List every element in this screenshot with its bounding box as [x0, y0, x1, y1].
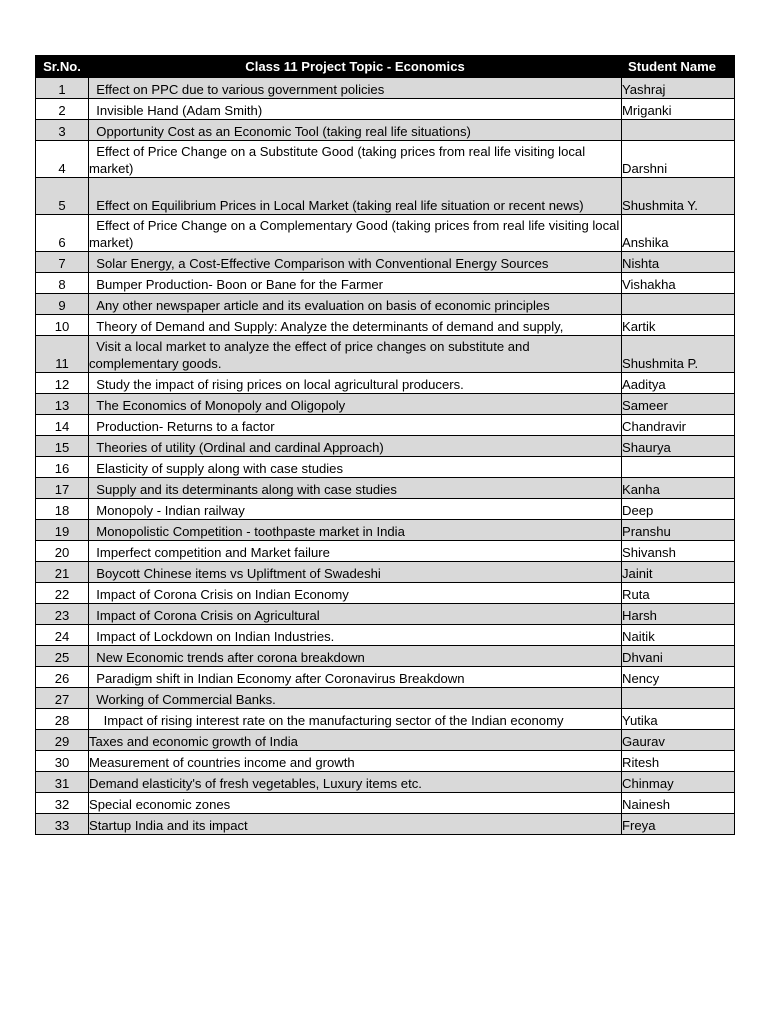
row-topic: Visit a local market to analyze the effect of price changes on substitute and complementary goods.: [89, 336, 622, 373]
row-sr-no: 3: [36, 120, 89, 141]
header-sr-no: Sr.No.: [36, 56, 89, 78]
row-topic: Production- Returns to a factor: [89, 415, 622, 436]
table-header: [36, 56, 735, 78]
row-sr-no: 27: [36, 688, 89, 709]
row-student-name: Darshni: [622, 141, 735, 178]
row-sr-no: 13: [36, 394, 89, 415]
row-student-name: Chinmay: [622, 772, 735, 793]
row-topic: Effect on Equilibrium Prices in Local Market (taking real life situation or recent news): [89, 178, 622, 215]
row-topic: Monopoly - Indian railway: [89, 499, 622, 520]
row-topic: Any other newspaper article and its evaluation on basis of economic principles: [89, 294, 622, 315]
row-sr-no: 25: [36, 646, 89, 667]
row-student-name: Ritesh: [622, 751, 735, 772]
row-sr-no: 12: [36, 373, 89, 394]
table-row: [36, 336, 735, 373]
row-topic: Paradigm shift in Indian Economy after Coronavirus Breakdown: [89, 667, 622, 688]
table-row: [36, 541, 735, 562]
row-student-name: Nainesh: [622, 793, 735, 814]
table-row: [36, 120, 735, 141]
row-student-name: Kanha: [622, 478, 735, 499]
row-student-name: Shushmita P.: [622, 336, 735, 373]
row-topic: The Economics of Monopoly and Oligopoly: [89, 394, 622, 415]
row-student-name: Shushmita Y.: [622, 178, 735, 215]
header-student-name: Student Name: [622, 56, 735, 78]
table-row: [36, 99, 735, 120]
row-student-name: Nishta: [622, 252, 735, 273]
row-topic: Supply and its determinants along with case studies: [89, 478, 622, 499]
row-student-name: Ruta: [622, 583, 735, 604]
row-sr-no: 1: [36, 78, 89, 99]
row-student-name: Freya: [622, 814, 735, 835]
row-student-name: Naitik: [622, 625, 735, 646]
project-topics-table: [35, 55, 735, 835]
row-student-name: [622, 120, 735, 141]
row-topic: Impact of Lockdown on Indian Industries.: [89, 625, 622, 646]
row-sr-no: 14: [36, 415, 89, 436]
table-row: [36, 436, 735, 457]
table-row: [36, 315, 735, 336]
table-row: [36, 141, 735, 178]
table-row: [36, 688, 735, 709]
table-row: [36, 478, 735, 499]
table-row: [36, 215, 735, 252]
row-topic: Invisible Hand (Adam Smith): [89, 99, 622, 120]
table-row: [36, 814, 735, 835]
table-row: [36, 709, 735, 730]
header-topic: Class 11 Project Topic - Economics: [89, 56, 622, 78]
table-row: [36, 78, 735, 99]
row-student-name: Mriganki: [622, 99, 735, 120]
row-topic: Imperfect competition and Market failure: [89, 541, 622, 562]
row-sr-no: 5: [36, 178, 89, 215]
row-student-name: Shaurya: [622, 436, 735, 457]
row-sr-no: 16: [36, 457, 89, 478]
table-row: [36, 178, 735, 215]
row-topic: Special economic zones: [89, 793, 622, 814]
row-sr-no: 26: [36, 667, 89, 688]
row-topic: Effect on PPC due to various government policies: [89, 78, 622, 99]
table-row: [36, 562, 735, 583]
row-topic: Elasticity of supply along with case studies: [89, 457, 622, 478]
table-row: [36, 667, 735, 688]
row-sr-no: 17: [36, 478, 89, 499]
row-sr-no: 19: [36, 520, 89, 541]
row-topic: Opportunity Cost as an Economic Tool (taking real life situations): [89, 120, 622, 141]
row-topic: Impact of Corona Crisis on Indian Economy: [89, 583, 622, 604]
row-sr-no: 18: [36, 499, 89, 520]
row-topic: Taxes and economic growth of India: [89, 730, 622, 751]
table-row: [36, 415, 735, 436]
row-topic: Theory of Demand and Supply: Analyze the determinants of demand and supply,: [89, 315, 622, 336]
table-row: [36, 793, 735, 814]
table-row: [36, 273, 735, 294]
row-sr-no: 7: [36, 252, 89, 273]
row-student-name: Jainit: [622, 562, 735, 583]
row-topic: Impact of rising interest rate on the manufacturing sector of the Indian economy: [89, 709, 622, 730]
row-sr-no: 22: [36, 583, 89, 604]
row-sr-no: 10: [36, 315, 89, 336]
row-student-name: [622, 688, 735, 709]
row-topic: Impact of Corona Crisis on Agricultural: [89, 604, 622, 625]
row-student-name: [622, 294, 735, 315]
row-topic: Monopolistic Competition - toothpaste market in India: [89, 520, 622, 541]
row-student-name: Yashraj: [622, 78, 735, 99]
table-row: [36, 604, 735, 625]
row-sr-no: 2: [36, 99, 89, 120]
row-topic: Bumper Production- Boon or Bane for the Farmer: [89, 273, 622, 294]
row-student-name: Yutika: [622, 709, 735, 730]
table-row: [36, 625, 735, 646]
row-sr-no: 9: [36, 294, 89, 315]
row-sr-no: 11: [36, 336, 89, 373]
table-row: [36, 772, 735, 793]
row-sr-no: 4: [36, 141, 89, 178]
row-student-name: Dhvani: [622, 646, 735, 667]
table-row: [36, 730, 735, 751]
table-row: [36, 457, 735, 478]
header-row: [36, 56, 735, 78]
row-sr-no: 24: [36, 625, 89, 646]
row-student-name: Nency: [622, 667, 735, 688]
row-student-name: Deep: [622, 499, 735, 520]
table-row: [36, 294, 735, 315]
row-student-name: Chandravir: [622, 415, 735, 436]
row-student-name: Aaditya: [622, 373, 735, 394]
table-row: [36, 583, 735, 604]
row-topic: Effect of Price Change on a Substitute Good (taking prices from real life visiting local market): [89, 141, 622, 178]
table-row: [36, 373, 735, 394]
row-student-name: Gaurav: [622, 730, 735, 751]
row-sr-no: 30: [36, 751, 89, 772]
row-sr-no: 28: [36, 709, 89, 730]
row-topic: New Economic trends after corona breakdown: [89, 646, 622, 667]
row-student-name: Kartik: [622, 315, 735, 336]
table-body: [36, 78, 735, 835]
row-topic: Solar Energy, a Cost-Effective Comparison with Conventional Energy Sources: [89, 252, 622, 273]
row-topic: Effect of Price Change on a Complementary Good (taking prices from real life visiting local market): [89, 215, 622, 252]
row-student-name: [622, 457, 735, 478]
row-topic: Theories of utility (Ordinal and cardinal Approach): [89, 436, 622, 457]
row-student-name: Shivansh: [622, 541, 735, 562]
row-topic: Study the impact of rising prices on local agricultural producers.: [89, 373, 622, 394]
row-topic: Working of Commercial Banks.: [89, 688, 622, 709]
row-student-name: Anshika: [622, 215, 735, 252]
table-row: [36, 751, 735, 772]
row-topic: Startup India and its impact: [89, 814, 622, 835]
row-topic: Measurement of countries income and growth: [89, 751, 622, 772]
row-student-name: Vishakha: [622, 273, 735, 294]
table-row: [36, 252, 735, 273]
row-sr-no: 15: [36, 436, 89, 457]
table-row: [36, 394, 735, 415]
row-sr-no: 20: [36, 541, 89, 562]
row-topic: Boycott Chinese items vs Upliftment of Swadeshi: [89, 562, 622, 583]
row-sr-no: 33: [36, 814, 89, 835]
row-sr-no: 31: [36, 772, 89, 793]
row-sr-no: 6: [36, 215, 89, 252]
row-sr-no: 29: [36, 730, 89, 751]
table-row: [36, 646, 735, 667]
row-student-name: Pranshu: [622, 520, 735, 541]
row-sr-no: 8: [36, 273, 89, 294]
row-sr-no: 23: [36, 604, 89, 625]
row-student-name: Harsh: [622, 604, 735, 625]
row-sr-no: 21: [36, 562, 89, 583]
row-student-name: Sameer: [622, 394, 735, 415]
table-row: [36, 520, 735, 541]
table-row: [36, 499, 735, 520]
row-topic: Demand elasticity's of fresh vegetables, Luxury items etc.: [89, 772, 622, 793]
row-sr-no: 32: [36, 793, 89, 814]
